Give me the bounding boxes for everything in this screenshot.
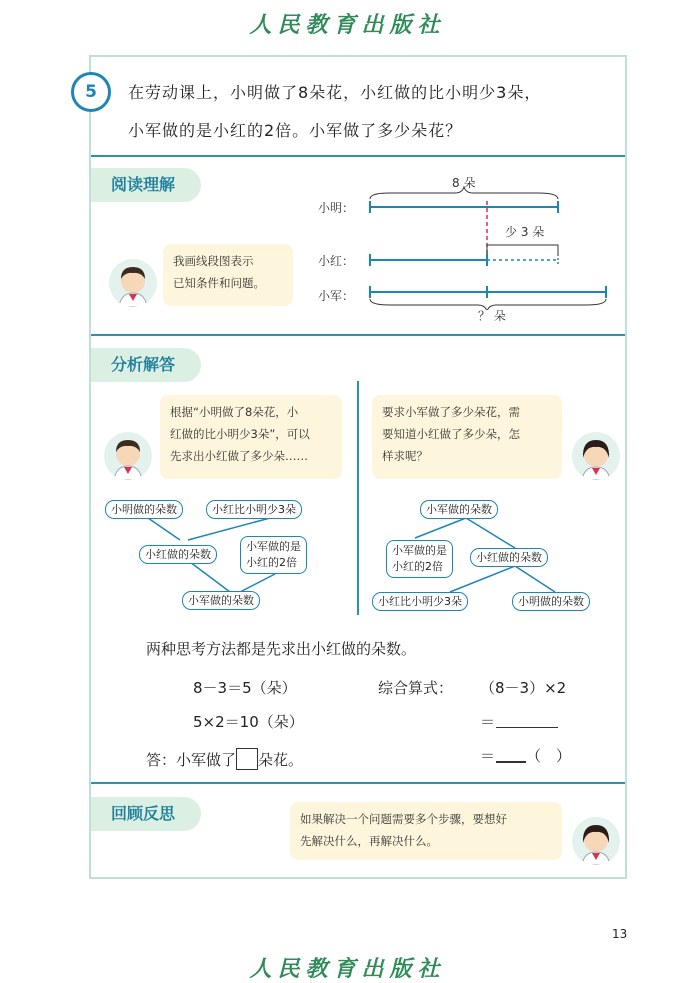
blank-line-one[interactable] bbox=[496, 727, 558, 728]
left-analysis-bubble bbox=[160, 395, 342, 479]
right-bubble-line1: 要求小军做了多少朵花，需 bbox=[382, 405, 520, 419]
unit-parentheses: （ ） bbox=[526, 747, 572, 765]
reading-bubble bbox=[163, 244, 293, 306]
problem-number: 5 bbox=[71, 72, 111, 112]
left-bubble-line2: 红做的比小明少3朵”，可以 bbox=[170, 427, 310, 441]
divider-2 bbox=[91, 334, 625, 336]
step-two: 5×2＝10（朵） bbox=[193, 713, 304, 731]
vertical-divider bbox=[357, 381, 359, 615]
section-title-review: 回顾反思 bbox=[91, 797, 201, 831]
left-node-jun-double-line1: 小军做的是 bbox=[246, 540, 301, 553]
left-node-ming-count: 小明做的朵数 bbox=[105, 500, 183, 519]
divider-3 bbox=[91, 782, 625, 784]
left-node-jun-count: 小军做的朵数 bbox=[182, 591, 260, 610]
girl-avatar-icon bbox=[572, 432, 620, 480]
right-analysis-bubble bbox=[372, 395, 562, 479]
analysis-summary: 两种思考方法都是先求出小红做的朵数。 bbox=[146, 640, 417, 658]
header-publisher: 人民教育出版社 bbox=[249, 12, 446, 38]
label-jun: 小军： bbox=[318, 289, 355, 303]
step-one: 8－3＝5（朵） bbox=[193, 679, 297, 697]
label-less-three: 少 3 朵 bbox=[505, 225, 545, 239]
segment-diagram bbox=[360, 185, 620, 310]
problem-text-line2: 小军做的是小红的2倍。小军做了多少朵花？ bbox=[128, 121, 463, 140]
blank-line-two[interactable] bbox=[496, 761, 526, 763]
label-ming: 小明： bbox=[318, 201, 355, 215]
left-node-jun-double bbox=[240, 536, 307, 574]
combined-expression: （8－3）×2 bbox=[480, 679, 567, 697]
right-node-jun-double-line2: 小红的2倍 bbox=[392, 560, 443, 573]
label-question: ？ 朵 bbox=[478, 309, 506, 323]
right-node-hong-count: 小红做的朵数 bbox=[470, 548, 548, 567]
right-node-jun-double bbox=[386, 540, 453, 578]
equals-two: ＝ bbox=[480, 747, 496, 765]
boy-avatar-icon bbox=[109, 259, 157, 307]
reading-bubble-line1: 我画线段图表示 bbox=[173, 254, 254, 268]
left-bubble-line3: 先求出小红做了多少朵…… bbox=[170, 449, 308, 463]
right-node-ming-count: 小明做的朵数 bbox=[512, 592, 590, 611]
answer-line bbox=[146, 748, 303, 770]
reading-bubble-line2: 已知条件和问题。 bbox=[173, 276, 265, 290]
brace-eight bbox=[370, 187, 558, 199]
label-hong: 小红： bbox=[318, 254, 355, 268]
right-bubble-line2: 要知道小红做了多少朵，怎 bbox=[382, 427, 520, 441]
boy-avatar-2-icon bbox=[104, 432, 152, 480]
girl-avatar-2-icon bbox=[572, 817, 620, 865]
combined-label: 综合算式： bbox=[378, 679, 454, 697]
answer-suffix: 朵花。 bbox=[258, 750, 304, 769]
left-node-jun-double-line2: 小红的2倍 bbox=[246, 556, 297, 569]
answer-prefix: 答：小军做了 bbox=[146, 750, 237, 769]
left-bubble-line1: 根据“小明做了8朵花，小 bbox=[170, 405, 299, 419]
right-node-jun-double-line1: 小军做的是 bbox=[392, 544, 447, 557]
right-node-jun-count: 小军做的朵数 bbox=[420, 500, 498, 519]
right-bubble-line3: 样求呢？ bbox=[382, 449, 428, 463]
page-number: 13 bbox=[612, 927, 628, 941]
brace-question bbox=[370, 299, 606, 310]
footer-publisher: 人民教育出版社 bbox=[249, 956, 446, 982]
left-node-hong-less: 小红比小明少3朵 bbox=[206, 500, 302, 519]
section-title-reading: 阅读理解 bbox=[91, 168, 201, 202]
review-bubble-line1: 如果解决一个问题需要多个步骤，要想好 bbox=[300, 812, 507, 826]
problem-text-line1: 在劳动课上，小明做了8朵花，小红做的比小明少3朵， bbox=[128, 83, 542, 102]
left-node-hong-count: 小红做的朵数 bbox=[139, 545, 217, 564]
right-node-hong-less: 小红比小明少3朵 bbox=[372, 592, 468, 611]
divider-1 bbox=[91, 155, 625, 157]
section-title-analysis: 分析解答 bbox=[91, 348, 201, 382]
review-bubble-line2: 先解决什么，再解决什么。 bbox=[300, 834, 438, 848]
review-bubble bbox=[290, 802, 562, 860]
answer-box[interactable] bbox=[236, 748, 258, 770]
equals-one: ＝ bbox=[480, 713, 496, 731]
brace-less-three bbox=[487, 245, 558, 255]
label-eight: 8 朵 bbox=[452, 176, 476, 190]
